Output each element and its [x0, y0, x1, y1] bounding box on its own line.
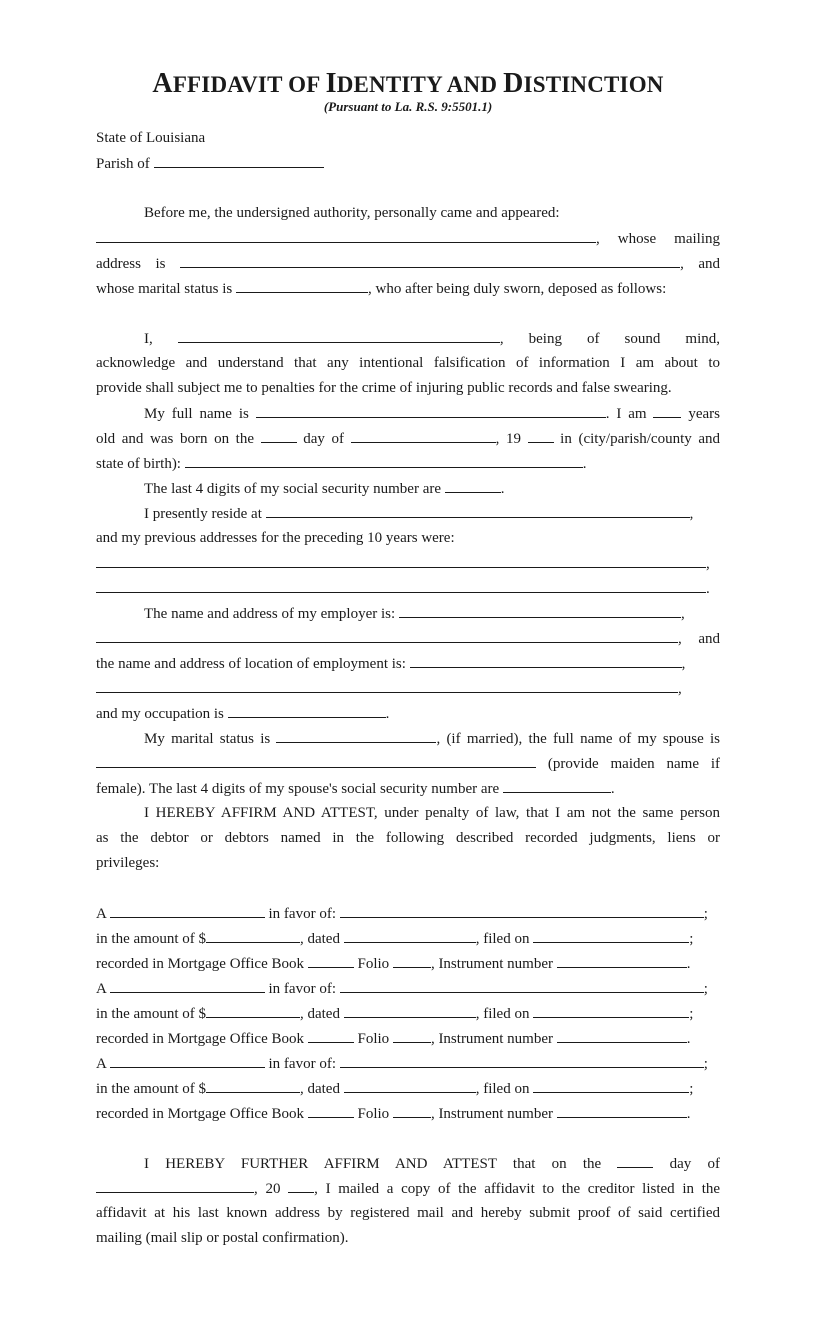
- previous-address-row: ,: [96, 553, 720, 574]
- birth-place-line: state of birth): .: [96, 453, 720, 474]
- affirm-line: as the debtor or debtors named in the following described recorded judgments, liens or: [96, 830, 720, 846]
- employment-location-address-field[interactable]: [96, 678, 678, 693]
- judgment-amount-line: in the amount of $ , dated , filed on ;: [96, 928, 720, 949]
- creditor-field[interactable]: [340, 978, 704, 993]
- previous-address-field[interactable]: [96, 578, 706, 593]
- employer-address-field[interactable]: [96, 628, 678, 643]
- instrument-number-field[interactable]: [557, 953, 687, 968]
- judgment-favor-line: A in favor of: ;: [96, 978, 720, 999]
- dated-field[interactable]: [344, 928, 476, 943]
- employment-location-line: the name and address of location of employment is: ,: [96, 653, 720, 674]
- affirm-line: privileges:: [96, 855, 160, 871]
- mailing-address-field[interactable]: [180, 253, 680, 268]
- page-title: AFFIDAVIT OF IDENTITY AND DISTINCTION: [152, 68, 664, 99]
- folio-field[interactable]: [393, 953, 431, 968]
- employer-field[interactable]: [399, 603, 681, 618]
- previous-address-field[interactable]: [96, 553, 706, 568]
- previous-addresses-line: and my previous addresses for the preceding 10 years were:: [96, 530, 455, 546]
- filed-on-field[interactable]: [533, 928, 689, 943]
- instrument-number-field[interactable]: [557, 1028, 687, 1043]
- judgment-recorded-line: recorded in Mortgage Office Book Folio , Instrument number .: [96, 1028, 720, 1049]
- spouse-name-field[interactable]: [96, 753, 536, 768]
- book-field[interactable]: [308, 953, 354, 968]
- full-name-line: My full name is . I am years: [144, 403, 720, 424]
- judgment-favor-line: A in favor of: ;: [96, 903, 720, 924]
- affirm-line: I HEREBY AFFIRM AND ATTEST, under penalty of law, that I am not the same person: [144, 805, 720, 821]
- birth-month-field[interactable]: [351, 428, 496, 443]
- judgment-amount-line: in the amount of $ , dated , filed on ;: [96, 1078, 720, 1099]
- judgment-type-field[interactable]: [110, 978, 265, 993]
- marital-line: whose marital status is , who after being duly sworn, deposed as follows:: [96, 278, 720, 299]
- residence-line: I presently reside at ,: [144, 503, 720, 524]
- employer-line: The name and address of my employer is: ,: [144, 603, 720, 624]
- creditor-field[interactable]: [340, 903, 704, 918]
- spouse-name-line: (provide maiden name if: [96, 753, 720, 774]
- penalties-line: provide shall subject me to penalties for the crime of injuring public records and false swearing.: [96, 380, 672, 396]
- parish-line: Parish of: [96, 153, 720, 174]
- book-field[interactable]: [308, 1028, 354, 1043]
- judgment-amount-line: in the amount of $ , dated , filed on ;: [96, 1003, 720, 1024]
- employer-address-line: , and: [96, 628, 720, 649]
- mailing-address-line: address is , and: [96, 253, 720, 274]
- amount-field[interactable]: [206, 1078, 300, 1093]
- occupation-line: and my occupation is .: [96, 703, 720, 724]
- birth-year-field[interactable]: [528, 428, 554, 443]
- occupation-field[interactable]: [228, 703, 386, 718]
- spouse-ssn-line: female). The last 4 digits of my spouse's social security number are .: [96, 778, 720, 799]
- ssn-last4-field[interactable]: [445, 478, 501, 493]
- book-field[interactable]: [308, 1103, 354, 1118]
- sound-mind-line: I, , being of sound mind,: [144, 328, 720, 349]
- folio-field[interactable]: [393, 1028, 431, 1043]
- parish-field[interactable]: [154, 153, 324, 168]
- previous-address-row: .: [96, 578, 720, 599]
- subtitle: (Pursuant to La. R.S. 9:5501.1): [323, 99, 493, 114]
- further-affirm-line: I HEREBY FURTHER AFFIRM AND ATTEST that on the day of: [144, 1153, 720, 1174]
- amount-field[interactable]: [206, 928, 300, 943]
- folio-field[interactable]: [393, 1103, 431, 1118]
- creditor-field[interactable]: [340, 1053, 704, 1068]
- state-line: State of Louisiana: [96, 130, 206, 146]
- mailed-line: , 20 , I mailed a copy of the affidavit to the creditor listed in the: [96, 1178, 720, 1199]
- employment-location-field[interactable]: [410, 653, 682, 668]
- full-name-field[interactable]: [256, 403, 606, 418]
- filed-on-field[interactable]: [533, 1078, 689, 1093]
- ssn-line: The last 4 digits of my social security number are .: [144, 478, 720, 499]
- mail-day-field[interactable]: [617, 1153, 653, 1168]
- instrument-number-field[interactable]: [557, 1103, 687, 1118]
- dated-field[interactable]: [344, 1078, 476, 1093]
- appearer-line: , whose mailing: [96, 228, 720, 249]
- appearance-intro: Before me, the undersigned authority, personally came and appeared:: [144, 205, 560, 221]
- spouse-line: My marital status is , (if married), the full name of my spouse is: [144, 728, 720, 749]
- birth-line: old and was born on the day of , 19 in (city/parish/county and: [96, 428, 720, 449]
- further-affirm-line: mailing (mail slip or postal confirmation).: [96, 1230, 349, 1246]
- judgment-favor-line: A in favor of: ;: [96, 1053, 720, 1074]
- spouse-ssn-field[interactable]: [503, 778, 611, 793]
- marital-status-field[interactable]: [236, 278, 368, 293]
- amount-field[interactable]: [206, 1003, 300, 1018]
- marital-status-2-field[interactable]: [276, 728, 436, 743]
- acknowledge-line: acknowledge and understand that any intentional falsification of information I am about to: [96, 355, 720, 371]
- further-affirm-line: affidavit at his last known address by registered mail and hereby submit proof of said certified: [96, 1205, 720, 1221]
- judgment-recorded-line: recorded in Mortgage Office Book Folio , Instrument number .: [96, 953, 720, 974]
- employment-location-row: ,: [96, 678, 720, 699]
- mail-month-field[interactable]: [96, 1178, 254, 1193]
- birth-place-field[interactable]: [185, 453, 583, 468]
- judgment-type-field[interactable]: [110, 903, 265, 918]
- judgment-type-field[interactable]: [110, 1053, 265, 1068]
- mail-year-field[interactable]: [288, 1178, 314, 1193]
- appearer-name-field[interactable]: [96, 228, 596, 243]
- filed-on-field[interactable]: [533, 1003, 689, 1018]
- affiant-name-field[interactable]: [178, 328, 500, 343]
- judgment-recorded-line: recorded in Mortgage Office Book Folio , Instrument number .: [96, 1103, 720, 1124]
- age-field[interactable]: [653, 403, 681, 418]
- birth-day-field[interactable]: [261, 428, 297, 443]
- dated-field[interactable]: [344, 1003, 476, 1018]
- residence-field[interactable]: [266, 503, 690, 518]
